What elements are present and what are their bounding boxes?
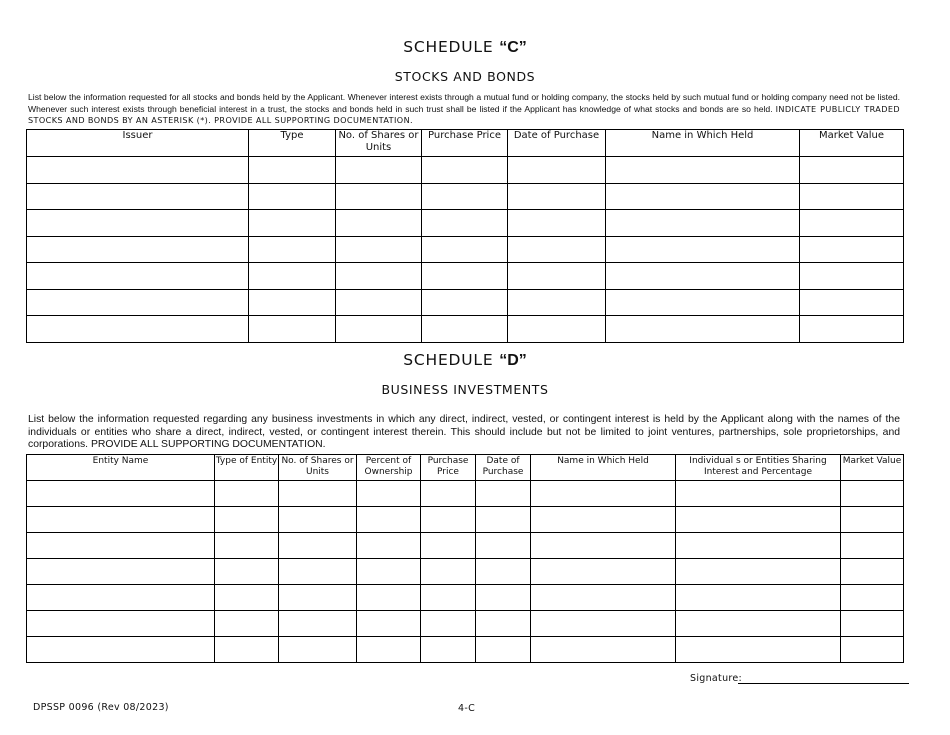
business-investments-cell[interactable] [357, 533, 421, 559]
column-header-type: Type [249, 130, 336, 157]
stocks-bonds-cell[interactable] [422, 236, 508, 263]
schedule-c-title-letter: “C” [499, 39, 527, 56]
column-header-market-value: Market Value [841, 455, 904, 481]
business-investments-cell[interactable] [476, 507, 531, 533]
business-investments-cell[interactable] [531, 533, 676, 559]
business-investments-cell[interactable] [27, 585, 215, 611]
schedule-c-instructions-emphasis: INDICATE PUBLICLY TRADED STOCKS AND BONDS BY AN ASTERISK (*). PROVIDE ALL SUPPORTING DOCUMENTATION. [28, 103, 900, 125]
stocks-bonds-cell[interactable] [606, 289, 800, 316]
column-header-purchase-price: Purchase Price [422, 130, 508, 157]
stocks-bonds-cell[interactable] [508, 183, 606, 210]
stocks-bonds-cell[interactable] [606, 157, 800, 184]
table-row [27, 585, 904, 611]
business-investments-cell[interactable] [841, 637, 904, 663]
business-investments-cell[interactable] [476, 559, 531, 585]
schedule-d-title [0, 351, 930, 370]
business-investments-cell[interactable] [27, 481, 215, 507]
table-row [27, 210, 904, 237]
business-investments-cell[interactable] [476, 533, 531, 559]
stocks-bonds-cell[interactable] [249, 210, 336, 237]
stocks-bonds-cell[interactable] [249, 289, 336, 316]
table-row [27, 507, 904, 533]
business-investments-cell[interactable] [531, 559, 676, 585]
stocks-bonds-cell[interactable] [249, 263, 336, 290]
table-row [27, 637, 904, 663]
business-investments-cell[interactable] [27, 611, 215, 637]
stocks-bonds-cell[interactable] [422, 210, 508, 237]
business-investments-header-row [27, 455, 904, 481]
business-investments-body [27, 481, 904, 663]
business-investments-cell[interactable] [531, 481, 676, 507]
business-investments-cell[interactable] [531, 507, 676, 533]
business-investments-cell[interactable] [421, 481, 476, 507]
stocks-bonds-cell[interactable] [800, 289, 904, 316]
business-investments-cell[interactable] [841, 585, 904, 611]
stocks-bonds-cell[interactable] [27, 236, 249, 263]
business-investments-cell[interactable] [676, 507, 841, 533]
business-investments-cell[interactable] [27, 533, 215, 559]
business-investments-cell[interactable] [279, 611, 357, 637]
table-row [27, 533, 904, 559]
stocks-bonds-cell[interactable] [336, 157, 422, 184]
schedule-d-title-letter: “D” [499, 352, 527, 369]
signature-label: Signature: [690, 673, 743, 684]
column-header-ownership-percent: Percent of Ownership [357, 455, 421, 481]
column-header-sharing-interest: Individual s or Entities Sharing Interest and Percentage [676, 455, 841, 481]
stocks-bonds-cell[interactable] [800, 157, 904, 184]
stocks-bonds-cell[interactable] [27, 289, 249, 316]
business-investments-cell[interactable] [27, 637, 215, 663]
business-investments-cell[interactable] [676, 481, 841, 507]
stocks-bonds-cell[interactable] [606, 183, 800, 210]
business-investments-cell[interactable] [215, 507, 279, 533]
business-investments-cell[interactable] [357, 611, 421, 637]
signature-field[interactable] [738, 683, 909, 684]
schedule-d-title-prefix: SCHEDULE [403, 351, 500, 369]
stocks-bonds-cell[interactable] [800, 210, 904, 237]
business-investments-cell[interactable] [215, 559, 279, 585]
business-investments-cell[interactable] [279, 637, 357, 663]
schedule-c-subtitle: STOCKS AND BONDS [394, 69, 536, 84]
column-header-name-held: Name in Which Held [531, 455, 676, 481]
stocks-bonds-cell[interactable] [606, 210, 800, 237]
stocks-bonds-cell[interactable] [606, 236, 800, 263]
business-investments-cell[interactable] [676, 559, 841, 585]
business-investments-cell[interactable] [27, 559, 215, 585]
stocks-bonds-cell[interactable] [606, 263, 800, 290]
column-header-market-value: Market Value [800, 130, 904, 157]
column-header-entity-name: Entity Name [27, 455, 215, 481]
stocks-bonds-cell[interactable] [249, 183, 336, 210]
stocks-bonds-cell[interactable] [336, 183, 422, 210]
page-number: 4-C [458, 703, 476, 714]
stocks-bonds-cell[interactable] [336, 289, 422, 316]
business-investments-cell[interactable] [676, 533, 841, 559]
schedule-c-instructions [28, 92, 900, 127]
stocks-bonds-cell[interactable] [27, 157, 249, 184]
stocks-bonds-cell[interactable] [606, 316, 800, 343]
column-header-issuer: Issuer [27, 130, 249, 157]
stocks-bonds-cell[interactable] [249, 236, 336, 263]
business-investments-cell[interactable] [476, 481, 531, 507]
stocks-bonds-cell[interactable] [800, 183, 904, 210]
form-number: DPSSP 0096 (Rev 08/2023) [33, 702, 169, 713]
stocks-bonds-cell[interactable] [508, 210, 606, 237]
business-investments-cell[interactable] [531, 585, 676, 611]
business-investments-cell[interactable] [357, 559, 421, 585]
stocks-bonds-cell[interactable] [27, 210, 249, 237]
stocks-bonds-cell[interactable] [508, 236, 606, 263]
stocks-bonds-cell[interactable] [422, 316, 508, 343]
stocks-bonds-cell[interactable] [27, 316, 249, 343]
business-investments-cell[interactable] [676, 585, 841, 611]
stocks-bonds-cell[interactable] [800, 316, 904, 343]
column-header-purchase-date: Date of Purchase [508, 130, 606, 157]
stocks-bonds-cell[interactable] [508, 263, 606, 290]
column-header-purchase-price: Purchase Price [421, 455, 476, 481]
stocks-bonds-cell[interactable] [800, 236, 904, 263]
business-investments-table [26, 454, 904, 663]
business-investments-cell[interactable] [357, 585, 421, 611]
business-investments-cell[interactable] [841, 533, 904, 559]
stocks-bonds-cell[interactable] [249, 316, 336, 343]
stocks-bonds-cell[interactable] [422, 157, 508, 184]
column-header-shares: No. of Shares or Units [336, 130, 422, 157]
schedule-d-instructions: List below the information requested regarding any business investments in which any direct, indirect, vested, or contingent interest is held by the Applicant along with the names of the individuals or entities who share a direct, indirect, vested, or contingent interest therein. This should include but not be limited to joint ventures, partnerships, sole proprietorships, and corporations. PROVIDE ALL SUPPORTING DOCUMENTATION. [28, 414, 900, 451]
business-investments-cell[interactable] [357, 481, 421, 507]
business-investments-cell[interactable] [357, 507, 421, 533]
business-investments-cell[interactable] [676, 637, 841, 663]
business-investments-cell[interactable] [215, 533, 279, 559]
column-header-name-held: Name in Which Held [606, 130, 800, 157]
table-row [27, 559, 904, 585]
stocks-bonds-cell[interactable] [422, 289, 508, 316]
schedule-c-instructions-text: List below the information requested for all stocks and bonds held by the Applicant. Whenever interest exists through a mutual fund or holding company, the stocks held by such mutual fund or holding company need not be listed. Whenever such interest exists through beneficial interest in a trust, the stocks and bonds held in such trust shall be listed if the Applicant has knowledge of what stocks and bonds are so held. [28, 92, 900, 114]
business-investments-cell[interactable] [215, 481, 279, 507]
business-investments-cell[interactable] [279, 559, 357, 585]
stocks-bonds-cell[interactable] [422, 263, 508, 290]
business-investments-cell[interactable] [421, 637, 476, 663]
column-header-shares: No. of Shares or Units [279, 455, 357, 481]
business-investments-cell[interactable] [279, 481, 357, 507]
table-row [27, 611, 904, 637]
business-investments-cell[interactable] [841, 481, 904, 507]
business-investments-cell[interactable] [279, 533, 357, 559]
business-investments-cell[interactable] [421, 507, 476, 533]
business-investments-cell[interactable] [27, 507, 215, 533]
business-investments-cell[interactable] [421, 611, 476, 637]
business-investments-cell[interactable] [215, 585, 279, 611]
table-row [27, 263, 904, 290]
table-row [27, 236, 904, 263]
schedule-d-subtitle: BUSINESS INVESTMENTS [381, 382, 549, 397]
business-investments-cell[interactable] [215, 637, 279, 663]
business-investments-cell[interactable] [676, 611, 841, 637]
stocks-bonds-cell[interactable] [27, 263, 249, 290]
business-investments-cell[interactable] [476, 637, 531, 663]
stocks-bonds-cell[interactable] [249, 157, 336, 184]
table-row [27, 316, 904, 343]
stocks-bonds-cell[interactable] [336, 236, 422, 263]
business-investments-cell[interactable] [841, 507, 904, 533]
table-row [27, 289, 904, 316]
business-investments-cell[interactable] [531, 637, 676, 663]
business-investments-cell[interactable] [841, 559, 904, 585]
stocks-bonds-cell[interactable] [508, 316, 606, 343]
stocks-bonds-cell[interactable] [336, 263, 422, 290]
table-row [27, 481, 904, 507]
table-row [27, 157, 904, 184]
stocks-bonds-cell[interactable] [27, 183, 249, 210]
business-investments-cell[interactable] [476, 611, 531, 637]
business-investments-cell[interactable] [421, 533, 476, 559]
schedule-c-title-prefix: SCHEDULE [403, 38, 500, 56]
stocks-bonds-cell[interactable] [508, 289, 606, 316]
stocks-bonds-cell[interactable] [508, 157, 606, 184]
stocks-bonds-cell[interactable] [800, 263, 904, 290]
business-investments-cell[interactable] [421, 559, 476, 585]
stocks-bonds-cell[interactable] [336, 210, 422, 237]
stocks-bonds-body [27, 157, 904, 343]
business-investments-cell[interactable] [476, 585, 531, 611]
business-investments-cell[interactable] [279, 585, 357, 611]
business-investments-cell[interactable] [421, 585, 476, 611]
business-investments-cell[interactable] [531, 611, 676, 637]
business-investments-cell[interactable] [279, 507, 357, 533]
stocks-bonds-cell[interactable] [422, 183, 508, 210]
business-investments-cell[interactable] [215, 611, 279, 637]
business-investments-cell[interactable] [357, 637, 421, 663]
stocks-bonds-cell[interactable] [336, 316, 422, 343]
business-investments-cell[interactable] [841, 611, 904, 637]
column-header-purchase-date: Date of Purchase [476, 455, 531, 481]
schedule-c-title [0, 38, 930, 57]
table-row [27, 183, 904, 210]
stocks-bonds-table [26, 129, 904, 343]
stocks-bonds-header-row [27, 130, 904, 157]
column-header-entity-type: Type of Entity [215, 455, 279, 481]
